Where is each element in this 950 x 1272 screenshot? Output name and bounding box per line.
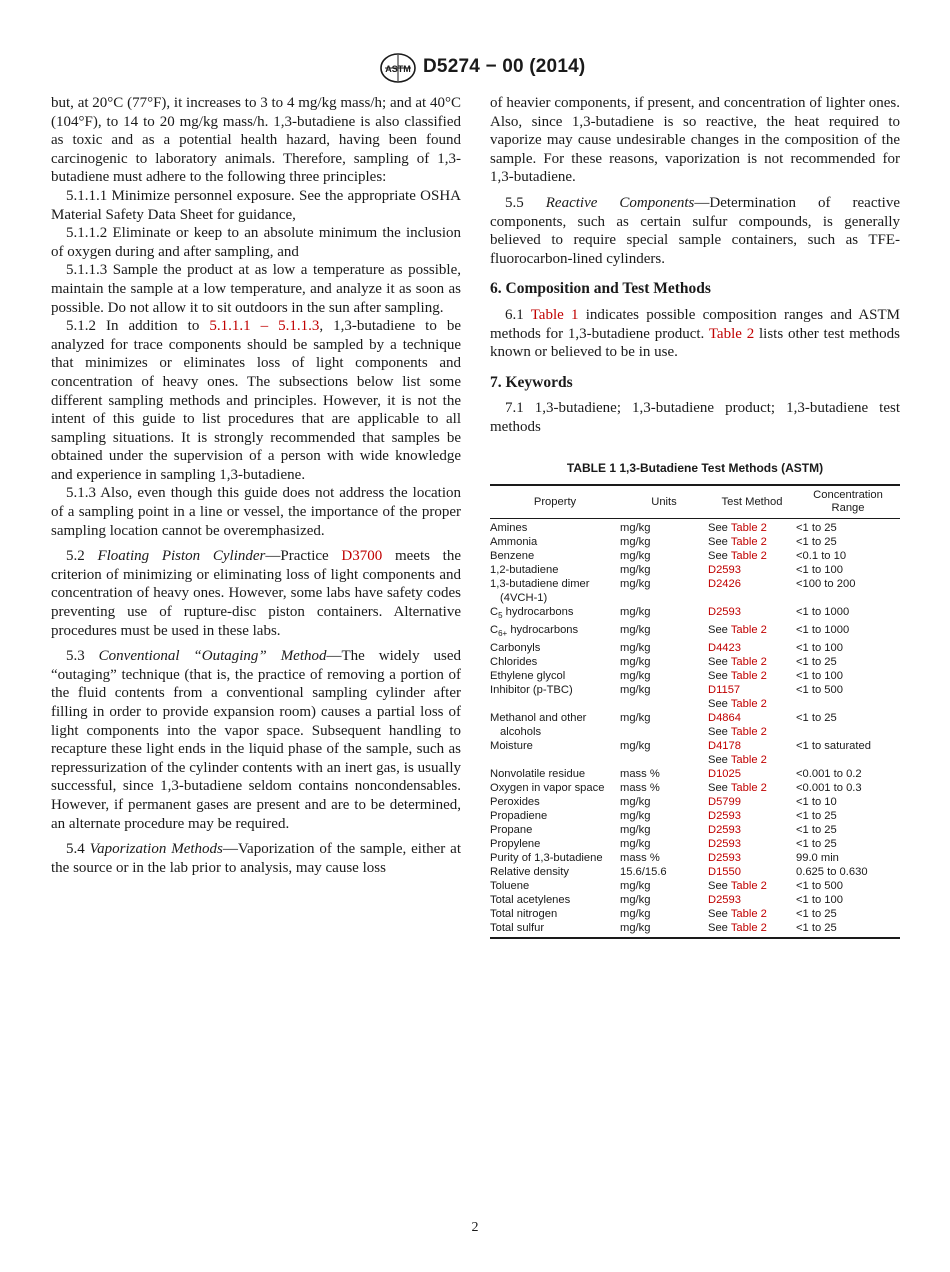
table-2-link[interactable]: Table 2 (730, 922, 767, 935)
cell-property: Ammonia (490, 536, 538, 549)
cell-units: mg/kg (620, 522, 651, 535)
cell-test-method: See Table 2 (708, 656, 767, 669)
cell-range: <1 to 10 (796, 796, 837, 809)
table-header-row (490, 485, 900, 519)
cell-units: mg/kg (620, 824, 651, 837)
document-id: D5274 − 00 (2014) (423, 56, 586, 77)
table-row (490, 563, 900, 577)
table-row (490, 641, 900, 655)
cell-property: Oxygen in vapor space (490, 782, 605, 795)
cell-range: <1 to 25 (796, 656, 837, 669)
cell-test-method: See Table 2 (708, 624, 767, 637)
table-row (490, 907, 900, 921)
paragraph-5-1-1-1: 5.1.1.1 Minimize personnel exposure. See the appropriate OSHA Material Safety Data Sheet for guidance, (51, 187, 461, 223)
paragraph-5-1-1-2: 5.1.1.2 Eliminate or keep to an absolute minimum the inclusion of oxygen during and after sampling, and (51, 225, 461, 260)
cell-test-method: See Table 2 (708, 921, 796, 938)
paragraph-5-2: 5.2 Floating Piston Cylinder—Practice D3700 meets the criterion of minimizing or eliminating loss of light components and concentration of heavy ones. However, some labs have safety codes preventing use of rupture-disc piston containers. Alternative procedures must be used in these labs. (51, 548, 461, 639)
table-1-link[interactable]: Table 1 (530, 306, 579, 323)
paragraph-5-5: 5.5 Reactive Components—Determination of reactive components, such as certain sulfur compounds, is generally believed to require special sample containers, such as TFE-fluorocarbon-lined cylinders. (490, 194, 900, 267)
paragraph-5-1-3: 5.1.3 Also, even though this guide does not address the location of a sampling point in a line or vessel, the importance of the proper sampling location cannot be overemphasized. (51, 485, 461, 539)
cell-property: Total nitrogen (490, 908, 558, 921)
paragraph-5-1-2: 5.1.2 In addition to 5.1.1.1 – 5.1.1.3, 1,3-butadiene to be analyzed for trace components should be sampled by a technique that minimizes or eliminates loss of light components and concentration of heavy ones. The subsections below list some different sampling methods and principles. However, it is not the intent of this guide to list procedures that are applicable to all sampling situations. It is strongly recommended that samples be obtained under the supervision of a person with wide knowledge and experience in sampling 1,3-butadiene. (51, 318, 461, 483)
logo-text: ASTM (385, 64, 411, 74)
cell-units: mg/kg (620, 606, 651, 619)
cell-property: 1,3-butadiene dimer (4VCH-1) (490, 578, 590, 605)
table-row (490, 655, 900, 669)
cell-range: <1 to 25 (796, 522, 837, 535)
cell-range: 99.0 min (796, 852, 839, 865)
cell-range: <0.1 to 10 (796, 550, 847, 563)
cell-range: <1 to 25 (796, 810, 837, 823)
method-link[interactable]: D2426 (708, 578, 741, 591)
cell-property: Carbonyls (490, 642, 541, 655)
right-column (490, 94, 900, 939)
table-2-link[interactable]: Table 2 (730, 698, 767, 711)
cell-property: $C_{6+}$ hydrocarbons (490, 624, 579, 639)
cell-range: <1 to 25 (796, 824, 837, 837)
cell-property: Ethylene glycol (490, 670, 566, 683)
cell-units: mg/kg (620, 712, 651, 725)
cell-test-method: See Table 2 (708, 880, 767, 893)
cell-units: mg/kg (620, 684, 651, 697)
table-row (490, 519, 900, 536)
method-link[interactable]: D1157 (708, 684, 741, 697)
table-2-link[interactable]: Table 2 (730, 908, 767, 921)
d3700-link[interactable]: D3700 (341, 548, 383, 565)
cell-range: <1 to saturated (796, 740, 871, 753)
cell-range: <1 to 500 (796, 684, 843, 697)
cell-property: Amines (490, 522, 528, 535)
cell-test-method: See Table 2 (708, 670, 767, 683)
cell-test-method (708, 641, 796, 655)
cell-range: <0.001 to 0.2 (796, 768, 862, 781)
cell-property: Moisture (490, 740, 533, 753)
cell-test-method: See Table 2 (708, 550, 767, 563)
method-link[interactable]: D2593 (708, 564, 741, 577)
section-heading-7: 7. Keywords (490, 373, 573, 391)
paragraph: but, at 20°C (77°F), it increases to 3 to 4 mg/kg mass/h; and at 40°C (104°F), to 14 to 20 mg/kg mass/h. 1,3-butadiene is also classified as toxic and as a potential health hazard, having been found carcinogenic to laboratory animals. Therefore, sampling of 1,3-butadiene must adhere to the following three principles: (51, 95, 461, 186)
method-link[interactable]: D2593 (708, 824, 741, 837)
cell-property: Purity of 1,3-butadiene (490, 852, 603, 865)
paragraph-6-1: 6.1 Table 1 indicates possible composition ranges and ASTM methods for 1,3-butadiene product. Table 2 lists other test methods known or believed to be in use. (490, 306, 900, 361)
cell-units: mg/kg (620, 894, 651, 907)
cell-test-method (708, 809, 796, 823)
table-row (490, 549, 900, 563)
paragraph: of heavier components, if present, and concentration of lighter ones. Also, since 1,3-butadiene is so reactive, the heat required to vaporize may cause undesirable changes in the composition of the sample. For these reasons, vaporization is not recommended for 1,3-butadiene. (490, 95, 900, 186)
column-header-range: Concentration Range (796, 485, 900, 519)
cell-property: Benzene (490, 550, 535, 563)
cell-property: Chlorides (490, 656, 538, 669)
cell-range: <1 to 25 (796, 921, 900, 938)
method-link[interactable]: D2593 (708, 838, 741, 851)
cell-test-method (708, 767, 796, 781)
column-header-method: Test Method (708, 485, 796, 519)
table-2-link[interactable]: Table 2 (730, 782, 767, 795)
test-methods-table (490, 484, 900, 939)
method-link[interactable]: D4423 (708, 642, 741, 655)
method-link[interactable]: D2593 (708, 894, 741, 907)
cell-property: Relative density (490, 866, 569, 879)
cell-test-method: See Table 2 (708, 782, 767, 795)
cell-property: 1,2-butadiene (490, 564, 559, 577)
table-row (490, 781, 900, 795)
cell-test-method (708, 893, 796, 907)
cell-units: mg/kg (620, 564, 651, 577)
table-row (490, 921, 900, 938)
cell-units: mg/kg (620, 810, 651, 823)
cell-range: <1 to 25 (796, 712, 837, 725)
method-link[interactable]: D2593 (708, 852, 741, 865)
paragraph-5-3: 5.3 Conventional “Outaging” Method—The widely used “outaging” technique (that is, the practice of removing a portion of the fluid contents from a conventional sampling cylinder after filling in order to provide expansion room) causes a partial loss of light components into the vapor space. Subsequent handling to recapture these light ends in the liquid phase of the sample, such as repressurization of the cylinder contents with an inert gas, is usually successful, since 1,3-butadiene seldom contains noncondensables. However, if permanent gases are present and are to be determined, an alternate procedure may be required. (51, 648, 461, 832)
cell-range: <1 to 100 (796, 642, 843, 655)
cell-test-method: See Table 2 (708, 522, 767, 535)
cell-test-method: D4864 See Table 2 (708, 711, 796, 739)
method-link[interactable]: D2593 (708, 606, 741, 619)
table-row (490, 851, 900, 865)
cell-test-method (708, 577, 796, 605)
table-row (490, 577, 900, 605)
table-row (490, 823, 900, 837)
cell-property: Total acetylenes (490, 894, 571, 907)
cell-range: <1 to 100 (796, 564, 843, 577)
table-2-link[interactable]: Table 2 (730, 624, 767, 637)
cell-range: <1 to 100 (796, 670, 843, 683)
cell-property: Propylene (490, 838, 541, 851)
table-row (490, 535, 900, 549)
table-body (490, 519, 900, 939)
astm-logo-icon (379, 52, 417, 84)
cell-range: <1 to 500 (796, 880, 843, 893)
table-2-link[interactable]: Table 2 (730, 754, 767, 767)
table-2-link[interactable]: Table 2 (730, 656, 767, 669)
cell-range: <1 to 1000 (796, 606, 850, 619)
cell-test-method: D1157 See Table 2 (708, 683, 796, 711)
section-heading-6: 6. Composition and Test Methods (490, 280, 711, 298)
cell-range: <1 to 25 (796, 838, 837, 851)
page-header (0, 52, 950, 86)
cell-units: mass % (620, 768, 660, 781)
cell-units: mg/kg (620, 656, 651, 669)
cell-test-method (708, 823, 796, 837)
cell-units: mg/kg (620, 624, 651, 637)
cell-units: mass % (620, 852, 660, 865)
cell-property: Toluene (490, 880, 530, 893)
table-2-link[interactable]: Table 2 (708, 325, 755, 342)
cell-property: Propadiene (490, 810, 548, 823)
table-row (490, 837, 900, 851)
table-row (490, 809, 900, 823)
cell-test-method: See Table 2 (708, 908, 767, 921)
section-link[interactable]: 5.1.1.1 – 5.1.1.3 (209, 318, 320, 335)
cell-property: $C_5$ hydrocarbons (490, 606, 574, 621)
cell-property: Nonvolatile residue (490, 768, 586, 781)
table-2-link[interactable]: Table 2 (730, 522, 767, 535)
table-row (490, 893, 900, 907)
cell-units: mg/kg (620, 536, 651, 549)
table-row (490, 795, 900, 809)
cell-test-method (708, 865, 796, 879)
cell-test-method (708, 795, 796, 809)
cell-units: mg/kg (620, 908, 651, 921)
table-2-link[interactable]: Table 2 (730, 550, 767, 563)
cell-property: Propane (490, 824, 533, 837)
cell-property: Inhibitor (p-TBC) (490, 684, 573, 697)
table-2-link[interactable]: Table 2 (730, 536, 767, 549)
table-title: TABLE 1 1,3-Butadiene Test Methods (ASTM) (566, 460, 824, 475)
cell-range: <1 to 100 (796, 894, 843, 907)
cell-units: mg/kg (620, 550, 651, 563)
table-row (490, 879, 900, 893)
page-number: 2 (471, 1220, 479, 1235)
method-link[interactable]: D4178 (708, 740, 741, 753)
cell-units: mg/kg (620, 921, 708, 938)
cell-test-method: D4178 See Table 2 (708, 739, 796, 767)
paragraph-5-1-1-3: 5.1.1.3 Sample the product at as low a temperature as possible, maintain the sample at a low temperature, and analyze it as soon as possible. Do not allow it to sit outdoors in the sun after sampling. (51, 262, 461, 316)
cell-range: <100 to 200 (796, 578, 856, 591)
table-row (490, 739, 900, 767)
paragraph-7-1: 7.1 1,3-butadiene; 1,3-butadiene product; 1,3-butadiene test methods (490, 400, 900, 435)
cell-property: Methanol and other alcohols (490, 712, 587, 739)
cell-range: <1 to 25 (796, 908, 837, 921)
cell-range: <1 to 25 (796, 536, 837, 549)
cell-test-method (708, 563, 796, 577)
table-2-link[interactable]: Table 2 (730, 670, 767, 683)
cell-range: 0.625 to 0.630 (796, 866, 868, 879)
method-link[interactable]: D1550 (708, 866, 741, 879)
table-row (490, 865, 900, 879)
method-link[interactable]: D2593 (708, 810, 741, 823)
cell-test-method (708, 851, 796, 865)
cell-units: 15.6/15.6 (620, 866, 667, 879)
method-link[interactable]: D4864 (708, 712, 741, 725)
table-row (490, 669, 900, 683)
method-link[interactable]: D5799 (708, 796, 741, 809)
table-row (490, 711, 900, 739)
cell-units: mg/kg (620, 838, 651, 851)
table-2-link[interactable]: Table 2 (730, 726, 767, 739)
cell-units: mg/kg (620, 796, 651, 809)
cell-units: mg/kg (620, 578, 651, 591)
paragraph-5-4: 5.4 Vaporization Methods—Vaporization of the sample, either at the source or in the lab prior to analysis, may cause loss (51, 841, 461, 876)
cell-units: mass % (620, 782, 660, 795)
column-header-property: Property (490, 485, 620, 519)
cell-units: mg/kg (620, 740, 651, 753)
cell-test-method (708, 605, 796, 623)
column-header-units: Units (620, 485, 708, 519)
cell-range: <1 to 1000 (796, 624, 850, 637)
cell-property: Total sulfur (490, 921, 620, 938)
table-row (490, 683, 900, 711)
table-2-link[interactable]: Table 2 (730, 880, 767, 893)
left-column (51, 94, 461, 877)
cell-range: <0.001 to 0.3 (796, 782, 862, 795)
method-link[interactable]: D1025 (708, 768, 741, 781)
table-row (490, 767, 900, 781)
table-row (490, 623, 900, 641)
table-row (490, 605, 900, 623)
cell-test-method (708, 837, 796, 851)
cell-units: mg/kg (620, 880, 651, 893)
cell-units: mg/kg (620, 642, 651, 655)
cell-units: mg/kg (620, 670, 651, 683)
cell-test-method: See Table 2 (708, 536, 767, 549)
cell-property: Peroxides (490, 796, 540, 809)
